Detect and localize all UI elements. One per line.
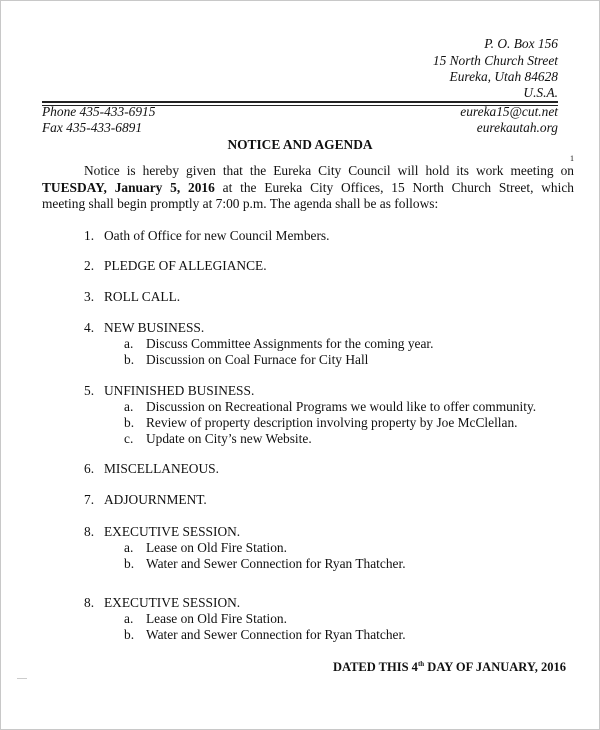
meeting-date: TUESDAY, January 5, 2016	[42, 180, 215, 195]
address-line: 15 North Church Street	[432, 53, 558, 68]
agenda-item-number: 2.	[84, 258, 95, 273]
agenda-item: UNFINISHED BUSINESS.	[104, 383, 255, 398]
agenda-subitem: Discussion on Coal Furnace for City Hall	[146, 352, 369, 367]
address-line: P. O. Box 156	[484, 36, 558, 51]
email: eureka15@cut.net	[460, 104, 558, 119]
agenda-item-number: 8.	[84, 524, 95, 539]
agenda-subitem: Water and Sewer Connection for Ryan Thatcher.	[146, 627, 406, 642]
agenda-item-number: 5.	[84, 383, 95, 398]
dated-line: DATED THIS 4th DAY OF JANUARY, 2016	[332, 660, 566, 675]
document-title: NOTICE AND AGENDA	[227, 137, 373, 152]
agenda-subitem-letter: b.	[124, 415, 135, 430]
agenda-subitem-letter: b.	[124, 556, 135, 571]
agenda-item: ROLL CALL.	[104, 289, 181, 304]
agenda-item: NEW BUSINESS.	[104, 320, 205, 335]
agenda-item-number: 8.	[84, 595, 95, 610]
agenda-subitem-letter: b.	[124, 627, 135, 642]
agenda-subitem: Lease on Old Fire Station.	[146, 540, 287, 555]
agenda-item: ADJOURNMENT.	[104, 492, 207, 507]
agenda-item: PLEDGE OF ALLEGIANCE.	[104, 258, 267, 273]
address-line: U.S.A.	[523, 85, 558, 100]
intro-line: Notice is hereby given that the Eureka City Council will hold its work meeting on	[84, 163, 574, 178]
agenda-subitem: Review of property description involving property by Joe McClellan.	[146, 415, 518, 430]
agenda-subitem-letter: a.	[124, 336, 134, 351]
phone: Phone 435-433-6915	[42, 104, 156, 119]
website: eurekautah.org	[476, 120, 558, 135]
agenda-subitem-letter: c.	[124, 431, 134, 446]
agenda-item-number: 6.	[84, 461, 95, 476]
agenda-item: EXECUTIVE SESSION.	[104, 524, 241, 539]
agenda-subitem: Discuss Committee Assignments for the coming year.	[146, 336, 434, 351]
agenda-item-number: 1.	[84, 228, 95, 243]
agenda-subitem-letter: a.	[124, 540, 134, 555]
address-line: Eureka, Utah 84628	[449, 69, 558, 84]
agenda-subitem: Discussion on Recreational Programs we would like to offer community.	[146, 399, 537, 414]
agenda-item-number: 3.	[84, 289, 95, 304]
agenda-item: EXECUTIVE SESSION.	[104, 595, 241, 610]
mark	[17, 678, 27, 679]
agenda-item: MISCELLANEOUS.	[104, 461, 219, 476]
agenda-item-number: 7.	[84, 492, 95, 507]
intro-line: meeting shall begin promptly at 7:00 p.m. The agenda shall be as follows:	[42, 196, 439, 211]
intro-line: TUESDAY, January 5, 2016 at the Eureka City Offices, 15 North Church Street, which	[42, 180, 574, 195]
agenda-subitem: Lease on Old Fire Station.	[146, 611, 287, 626]
agenda-subitem-letter: a.	[124, 399, 134, 414]
agenda-item: Oath of Office for new Council Members.	[104, 228, 330, 243]
agenda-subitem: Update on City’s new Website.	[146, 431, 312, 446]
page-mark: 1	[570, 154, 574, 163]
fax: Fax 435-433-6891	[42, 120, 143, 135]
agenda-subitem-letter: b.	[124, 352, 135, 367]
agenda-subitem: Water and Sewer Connection for Ryan Thatcher.	[146, 556, 406, 571]
agenda-item-number: 4.	[84, 320, 95, 335]
header-rule	[42, 101, 558, 103]
agenda-subitem-letter: a.	[124, 611, 134, 626]
